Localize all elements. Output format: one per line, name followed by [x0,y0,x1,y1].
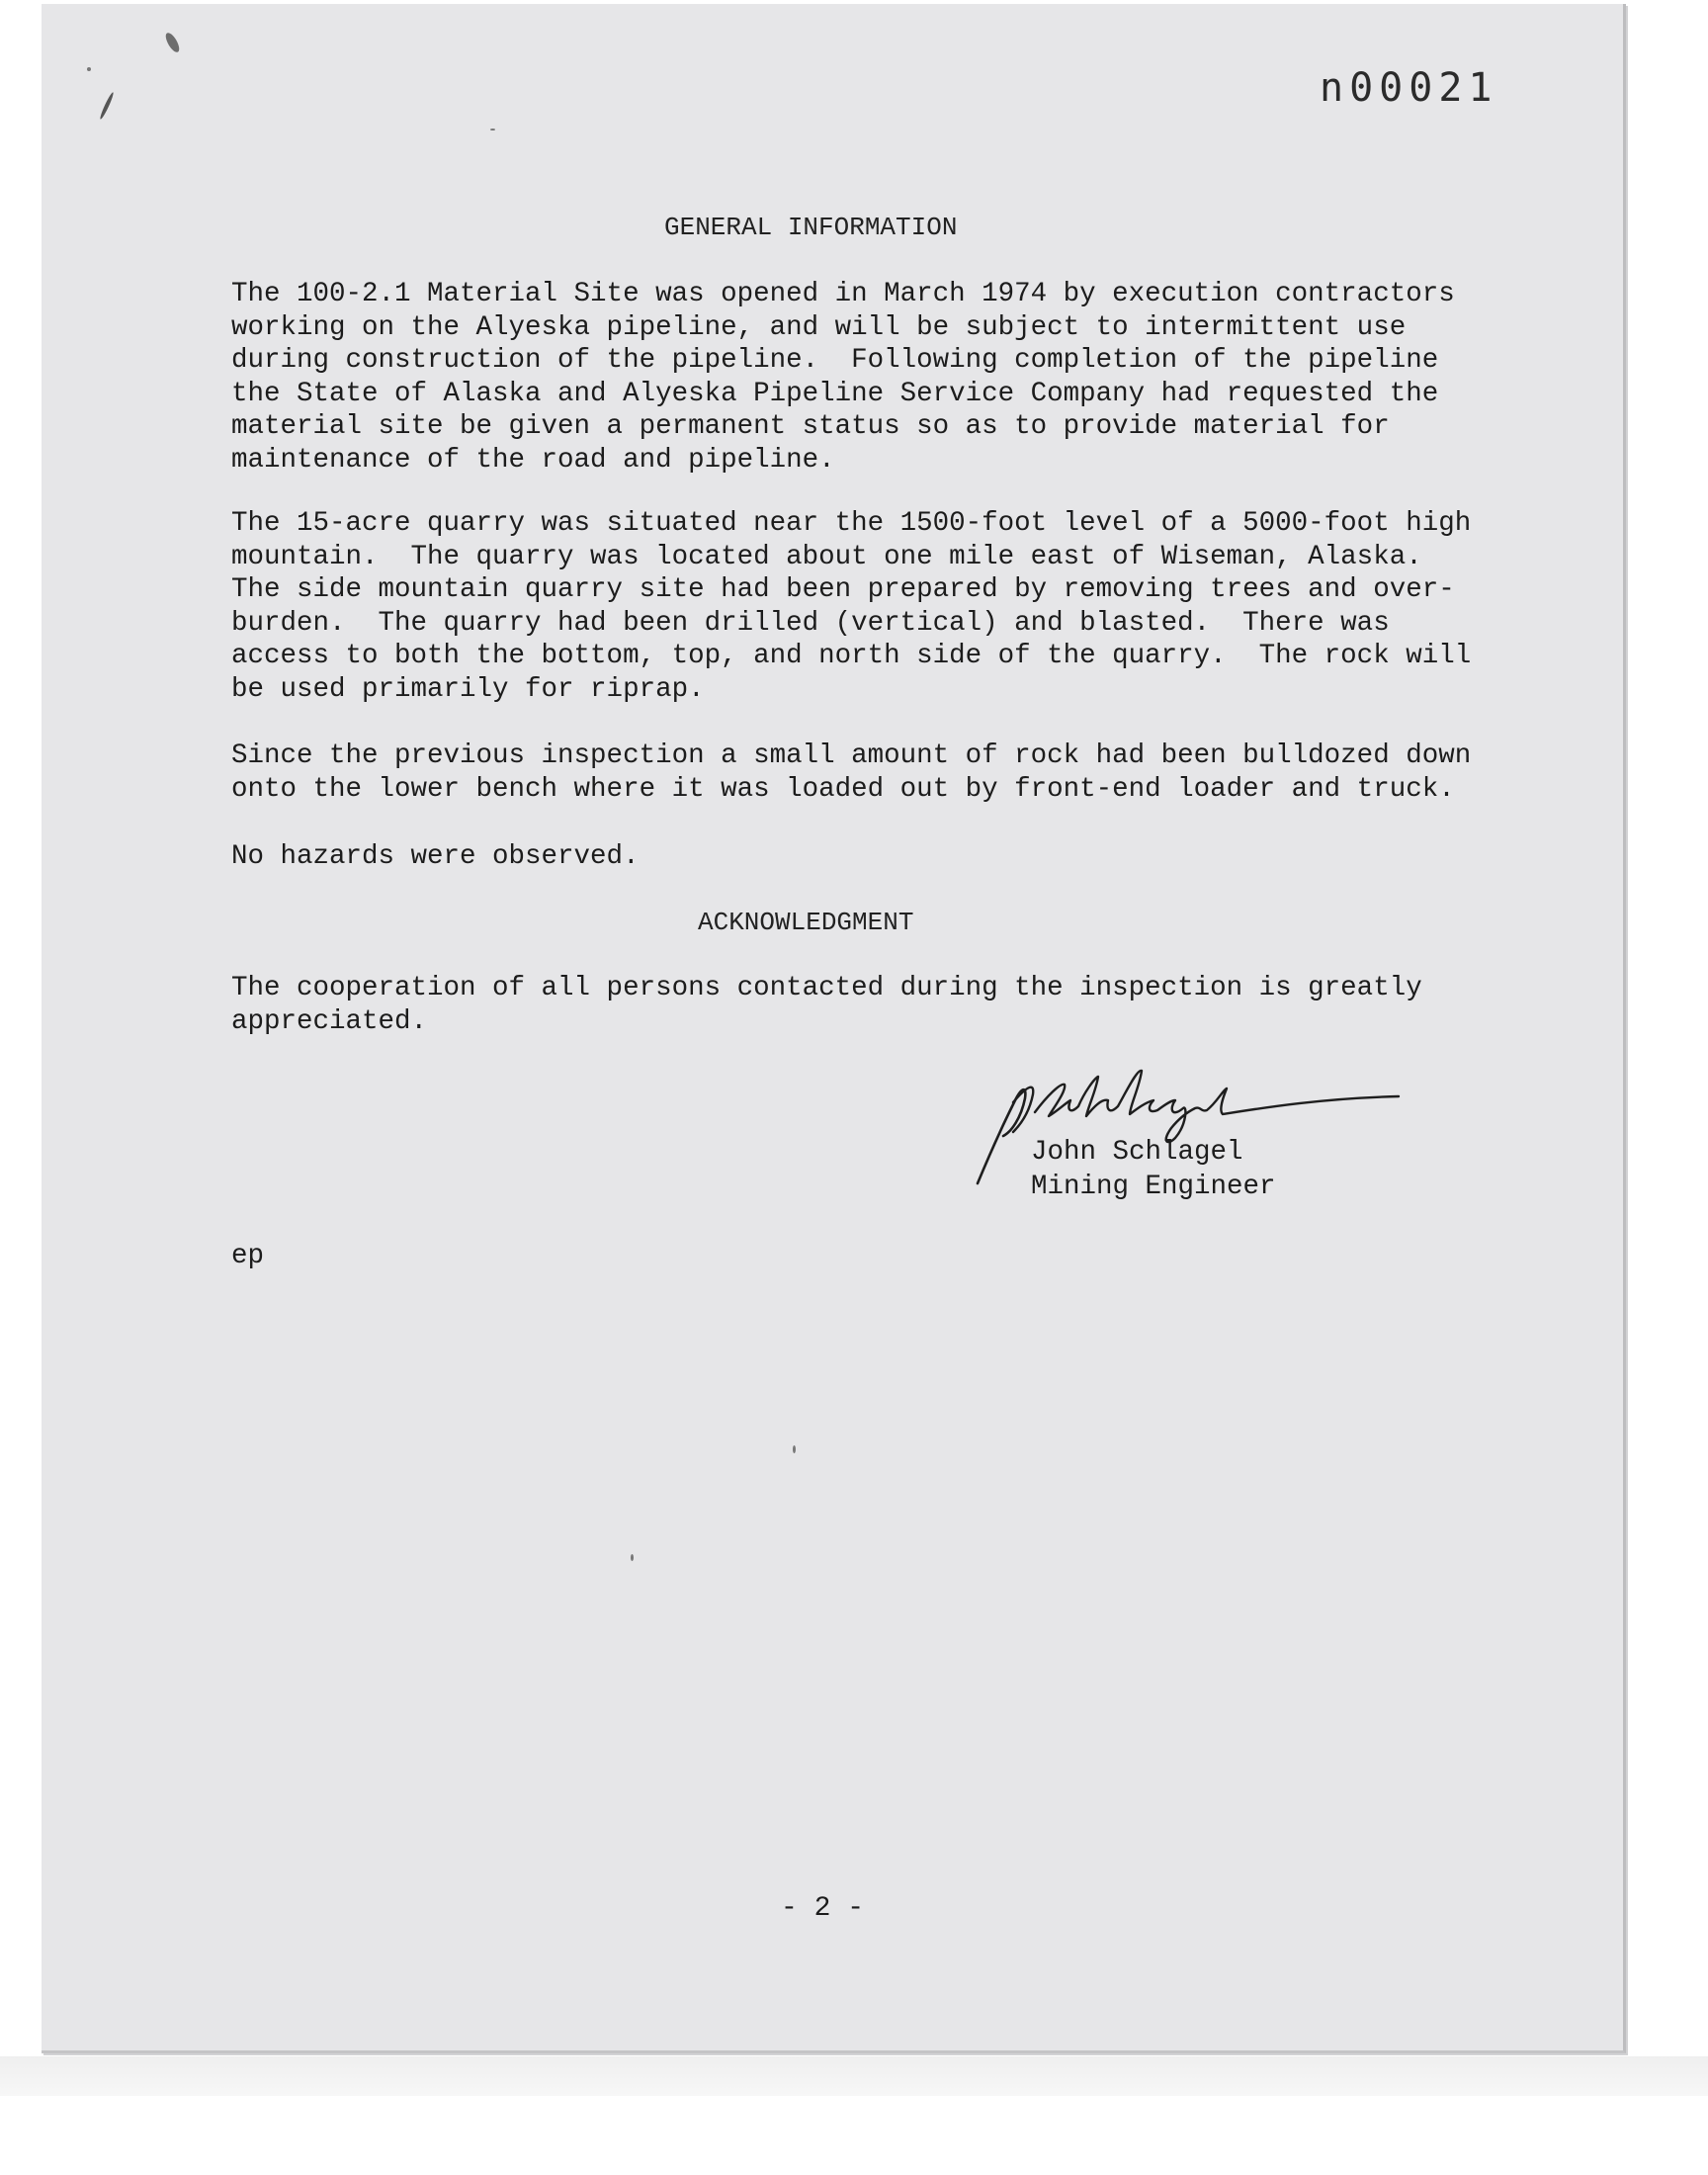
paragraph-inspection-notes [231,740,1516,806]
paragraph-acknowledgment [231,972,1516,1038]
paragraph-quarry-description [231,507,1516,706]
scanner-edge [0,2056,1708,2096]
scan-speck [631,1554,634,1561]
text-line: access to both the bottom, top, and north side of the quarry. The rock will [231,641,1472,671]
paragraph-site-history [231,278,1516,477]
text-line: mountain. The quarry was located about one mile east of Wiseman, Alaska. [231,541,1422,572]
scan-speck [793,1445,796,1453]
paragraph-hazards [231,840,1516,874]
acknowledgment-heading: ACKNOWLEDGMENT [698,908,914,937]
text-line: working on the Alyeska pipeline, and will be subject to intermittent use [231,311,1407,343]
signer-name: John Schlagel [1031,1137,1243,1168]
document-control-number: n00021 [1320,65,1498,111]
page-number: - 2 - [781,1893,865,1924]
text-line: The cooperation of all persons contacted during the inspection is greatly [231,973,1422,1003]
text-line: The side mountain quarry site had been prepared by removing trees and over- [231,574,1455,605]
text-line: material site be given a permanent status so as to provide material for [231,411,1390,442]
text-line: the State of Alaska and Alyeska Pipeline Service Company had requested the [231,378,1439,409]
scan-speck [87,67,91,71]
text-line: maintenance of the road and pipeline. [231,444,835,476]
text-line: No hazards were observed. [231,841,640,872]
text-line: be used primarily for riprap. [231,673,705,705]
typist-initials: ep [231,1241,265,1271]
general-information-heading: GENERAL INFORMATION [664,213,958,242]
text-line: The 100-2.1 Material Site was opened in March 1974 by execution contractors [231,279,1455,309]
signer-title: Mining Engineer [1031,1172,1276,1202]
text-line: The 15-acre quarry was situated near the 1500-foot level of a 5000-foot high [231,508,1472,539]
scan-speck [490,129,495,130]
text-line: appreciated. [231,1005,428,1037]
text-line: during construction of the pipeline. Following completion of the pipeline [231,345,1439,376]
text-line: onto the lower bench where it was loaded out by front-end loader and truck. [231,773,1455,805]
text-line: Since the previous inspection a small amount of rock had been bulldozed down [231,740,1472,771]
text-line: burden. The quarry had been drilled (vertical) and blasted. There was [231,607,1390,639]
signature-block [1031,1135,1276,1204]
